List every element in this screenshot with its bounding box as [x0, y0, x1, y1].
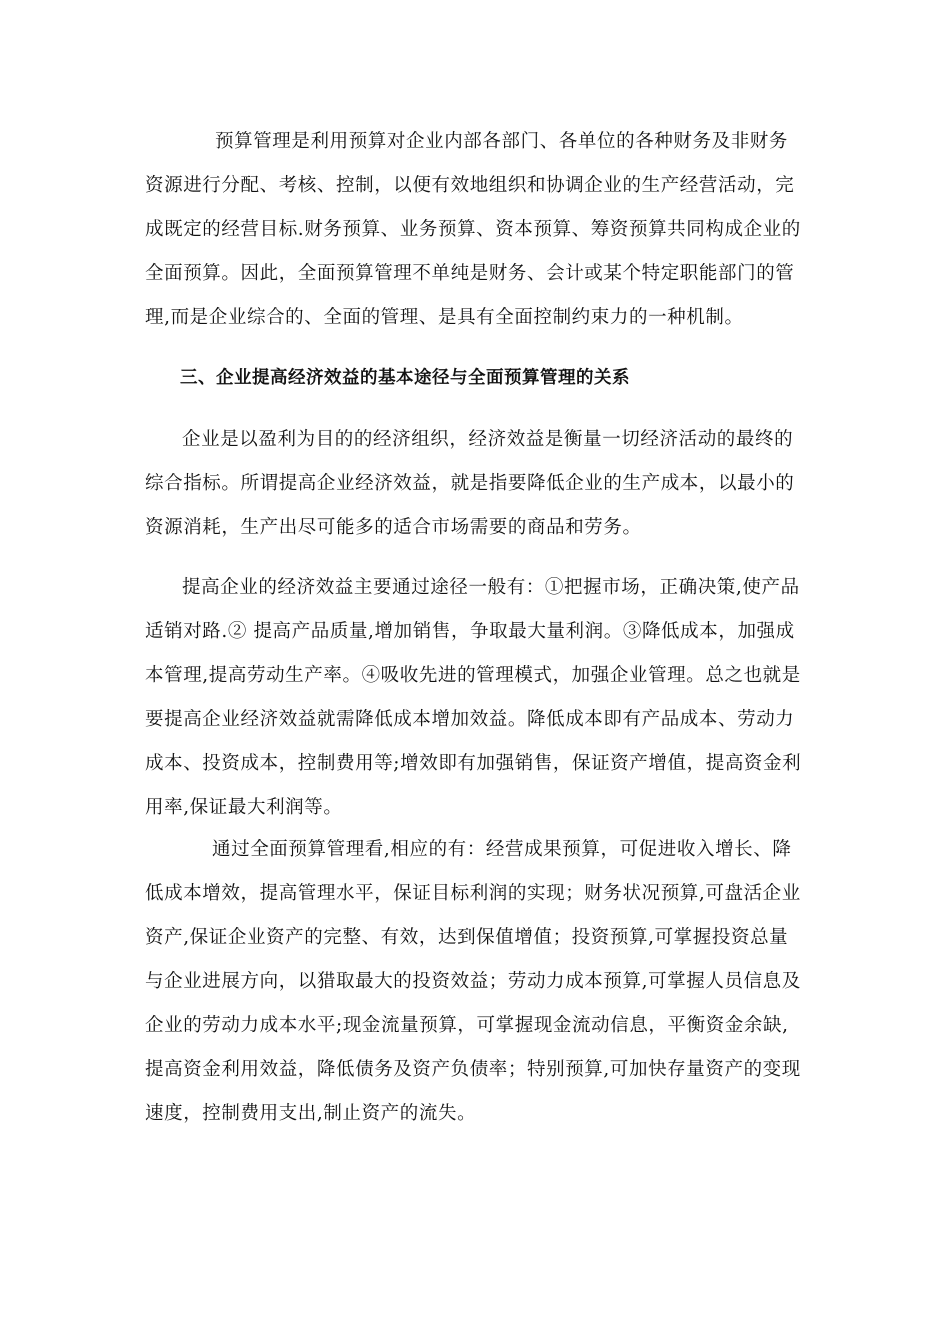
paragraph-2-line-2: 综合指标。所谓提高企业经济效益，就是指要降低企业的生产成本，以最小的 — [145, 473, 795, 494]
paragraph-1-line-4: 全面预算。因此，全面预算管理不单纯是财务、会计或某个特定职能部门的管 — [145, 263, 795, 284]
paragraph-4-line-1: 通过全面预算管理看,相应的有：经营成果预算，可促进收入增长、降 — [212, 839, 792, 860]
paragraph-4-line-5: 企业的劳动力成本水平;现金流量预算，可掌握现金流动信息，平衡资金余缺, — [145, 1015, 789, 1036]
paragraph-3-line-6: 用率,保证最大利润等。 — [145, 797, 343, 818]
section-heading: 三、企业提高经济效益的基本途径与全面预算管理的关系 — [180, 368, 630, 388]
paragraph-1-line-1: 预算管理是利用预算对企业内部各部门、各单位的各种财务及非财务 — [215, 131, 789, 152]
paragraph-3-line-1: 提高企业的经济效益主要通过途径一般有：①把握市场，正确决策,使产品 — [182, 577, 800, 598]
paragraph-2-line-3: 资源消耗，生产出尽可能多的适合市场需要的商品和劳务。 — [145, 517, 642, 538]
paragraph-1-line-3: 成既定的经营目标.财务预算、业务预算、资本预算、筹资预算共同构成企业的 — [145, 219, 801, 240]
paragraph-3-line-4: 要提高企业经济效益就需降低成本增加效益。降低成本即有产品成本、劳动力 — [145, 709, 795, 730]
paragraph-3-line-2: 适销对路.② 提高产品质量,增加销售，争取最大量利润。③降低成本，加强成 — [145, 621, 795, 642]
paragraph-4-line-2: 低成本增效，提高管理水平，保证目标利润的实现；财务状况预算,可盘活企业 — [145, 883, 801, 904]
paragraph-4-line-3: 资产,保证企业资产的完整、有效，达到保值增值；投资预算,可掌握投资总量 — [145, 927, 789, 948]
paragraph-4-line-6: 提高资金利用效益，降低债务及资产负债率；特别预算,可加快存量资产的变现 — [145, 1059, 801, 1080]
paragraph-2-line-1: 企业是以盈利为目的的经济组织，经济效益是衡量一切经济活动的最终的 — [182, 429, 794, 450]
paragraph-4-line-7: 速度，控制费用支出,制止资产的流失。 — [145, 1103, 477, 1124]
paragraph-3-line-3: 本管理,提高劳动生产率。④吸收先进的管理模式，加强企业管理。总之也就是 — [145, 665, 801, 686]
paragraph-1-line-2: 资源进行分配、考核、控制，以便有效地组织和协调企业的生产经营活动，完 — [145, 175, 795, 196]
paragraph-3-line-5: 成本、投资成本，控制费用等;增效即有加强销售，保证资产增值，提高资金利 — [145, 753, 802, 774]
paragraph-1-line-5: 理,而是企业综合的、全面的管理、是具有全面控制约束力的一种机制。 — [145, 307, 744, 328]
paragraph-4-line-4: 与企业进展方向，以猎取最大的投资效益；劳动力成本预算,可掌握人员信息及 — [145, 971, 801, 992]
